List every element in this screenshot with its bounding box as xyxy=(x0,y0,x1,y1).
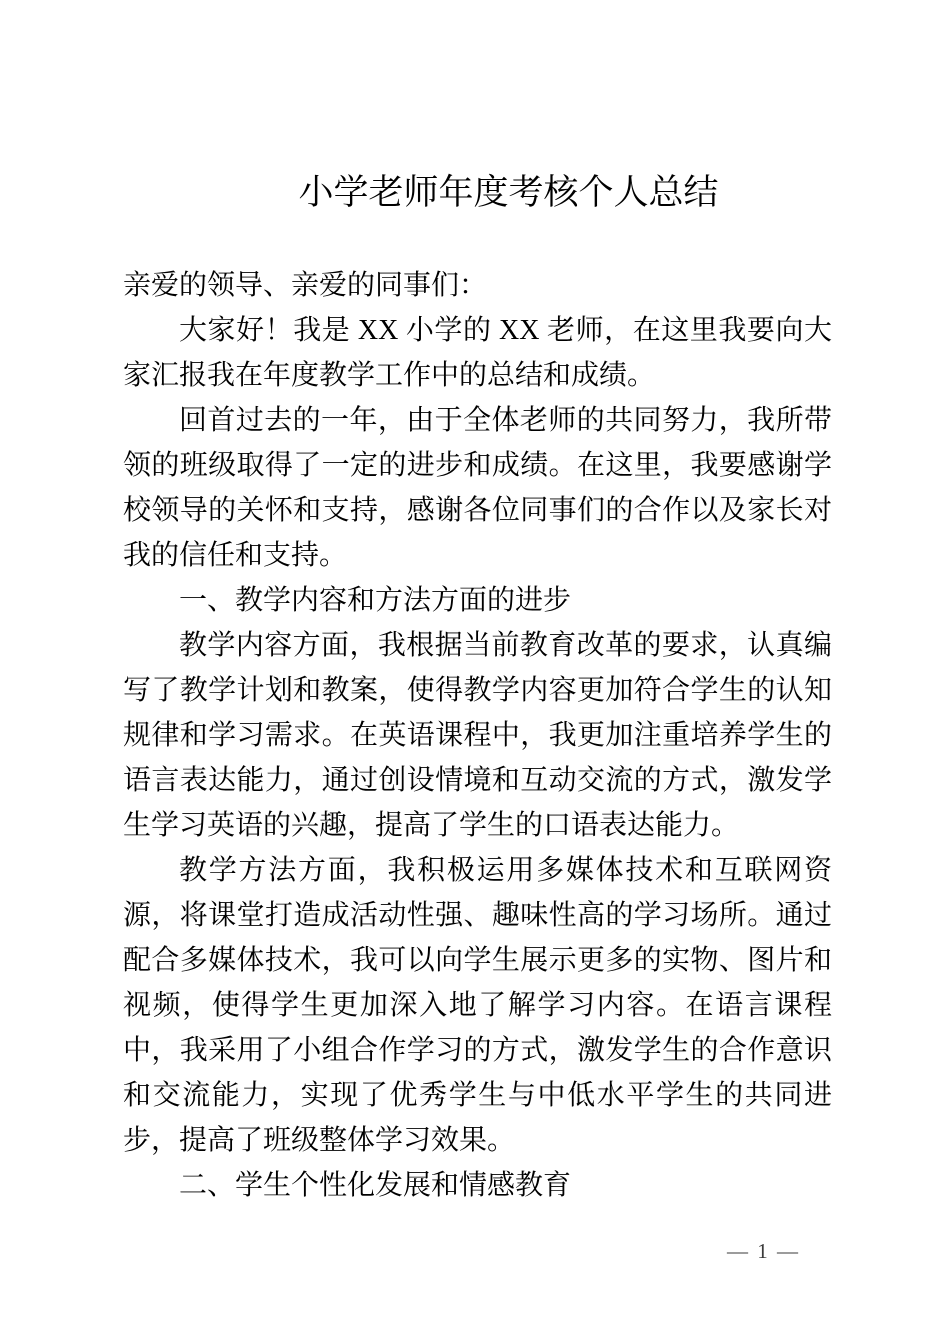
salutation-line: 亲爱的领导、亲爱的同事们： xyxy=(123,270,488,301)
page-number: — 1 — xyxy=(727,1239,800,1263)
paragraph-intro: 大家好！我是 XX 小学的 XX 老师，在这里我要向大家汇报我在年度教学工作中的总结和成绩。 xyxy=(123,315,832,391)
document-title: 小学老师年度考核个人总结 xyxy=(298,173,719,212)
paragraph-review: 回首过去的一年，由于全体老师的共同努力，我所带领的班级取得了一定的进步和成绩。在这里，我要感谢学校领导的关怀和支持，感谢各位同事们的合作以及家长对我的信任和支持。 xyxy=(123,405,832,571)
section-heading-1: 一、教学内容和方法方面的进步 xyxy=(179,585,572,616)
paragraph-teaching-content: 教学内容方面，我根据当前教育改革的要求，认真编写了教学计划和教案，使得教学内容更加符合学生的认知规律和学习需求。在英语课程中，我更加注重培养学生的语言表达能力，通过创设情境和互动交流的方式，激发学生学习英语的兴趣，提高了学生的口语表达能力。 xyxy=(123,630,832,841)
document-body xyxy=(123,263,832,1208)
paragraph-teaching-method: 教学方法方面，我积极运用多媒体技术和互联网资源，将课堂打造成活动性强、趣味性高的学习场所。通过配合多媒体技术，我可以向学生展示更多的实物、图片和视频，使得学生更加深入地了解学习内容。在语言课程中，我采用了小组合作学习的方式，激发学生的合作意识和交流能力，实现了优秀学生与中低水平学生的共同进步，提高了班级整体学习效果。 xyxy=(123,855,832,1156)
section-heading-2: 二、学生个性化发展和情感教育 xyxy=(179,1170,572,1201)
